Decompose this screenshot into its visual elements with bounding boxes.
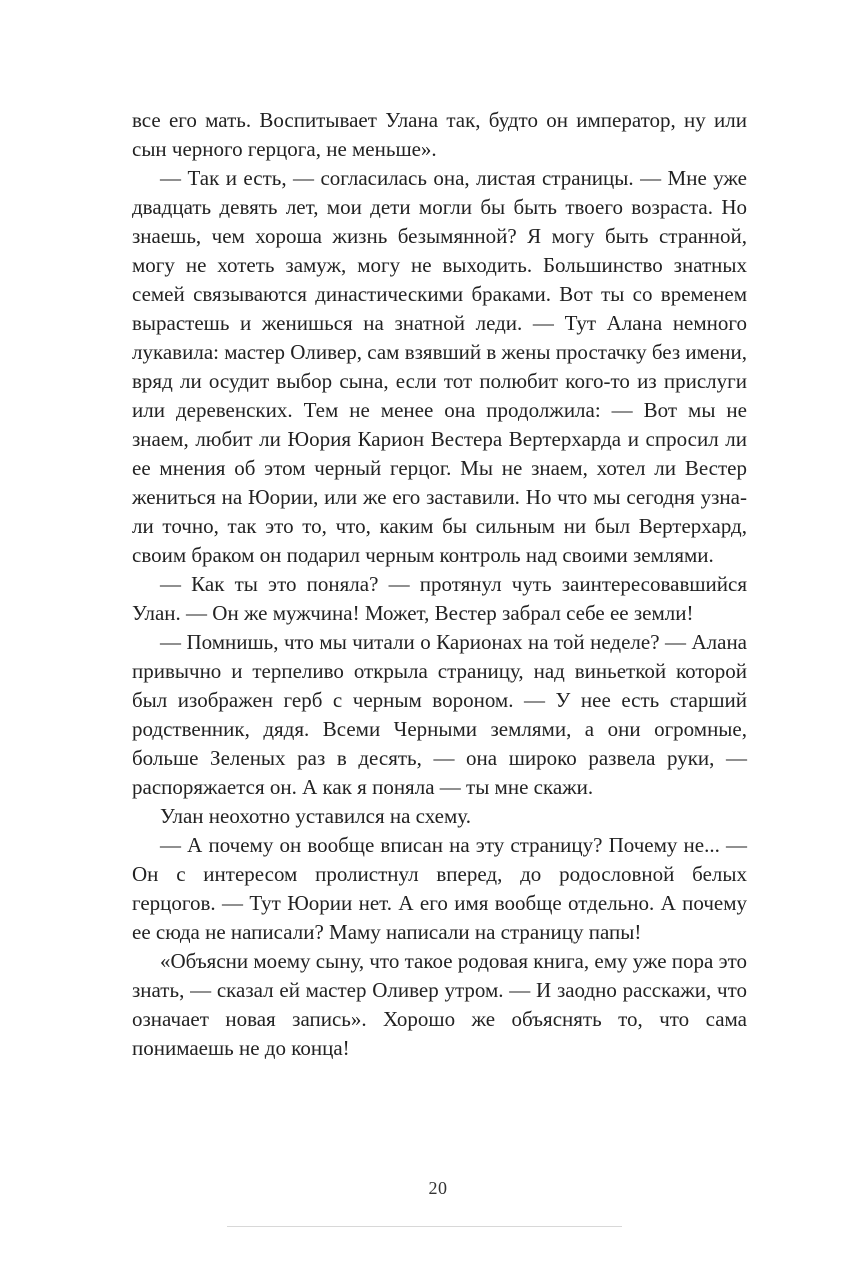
paragraph: все его мать. Воспитывает Улана так, будто он император, ну или сын черного герцога, не меньше». [132, 108, 747, 161]
paragraph: — Помнишь, что мы читали о Карионах на той неделе? — Алана привычно и терпеливо открыла страницу, над виньеткой которой был изображен герб с черным вороном. — У нее есть старший родственник, дядя. Всеми Черными землями, а они огромные, больше Зеленых раз в десять, — она широко развела руки, — распоряжается он. А как я поняла — ты мне скажи. [132, 630, 747, 799]
paragraph: «Объясни моему сыну, что такое родовая книга, ему уже пора это знать, — сказал ей мастер Оливер утром. — И заодно расскажи, что означает новая запись». Хорошо же объяснять то, что сама понимаешь не до конца! [132, 949, 747, 1060]
body-text [132, 106, 747, 1063]
page-number: 20 [428, 1178, 448, 1198]
footer-divider [227, 1226, 622, 1227]
paragraph: Улан неохотно уставился на схему. [160, 804, 471, 828]
paragraph: — А почему он вообще вписан на эту страницу? Почему не... — Он с интересом пролистнул вперед, до родословной белых герцогов. — Тут Юории нет. А его имя вообще отдельно. А почему ее сюда не написали? Маму написали на страницу папы! [132, 833, 747, 944]
paragraph: — Так и есть, — согласилась она, листая страницы. — Мне уже двадцать девять лет, мои дети могли бы быть твоего возраста. Но знаешь, чем хороша жизнь безымянной? Я могу быть странной, могу не хотеть замуж, могу не выходить. Большинство знатных семей связываются династическими браками. Вот ты со временем вырастешь и женишься на знатной леди. — Тут Алана немного лукавила: мастер Оливер, сам взявший в жены простачку без имени, вряд ли осудит выбор сына, если тот полюбит кого-то из прислуги или деревенских. Тем не менее она продолжила: — Вот мы не знаем, любит ли Юория Карион Вестера Вертерхарда и спросил ли ее мнения об этом черный герцог. Мы не знаем, хотел ли Вестер жениться на Юории, или же его заставили. Но что мы сегодня узнали точно, так это то, что, каким бы сильным ни был Вертерхард, своим браком он подарил черным контроль над своими землями. [132, 166, 748, 567]
paragraph: — Как ты это поняла? — протянул чуть заинтересовавшийся Улан. — Он же мужчина! Может, Вестер забрал себе ее земли! [132, 572, 747, 625]
